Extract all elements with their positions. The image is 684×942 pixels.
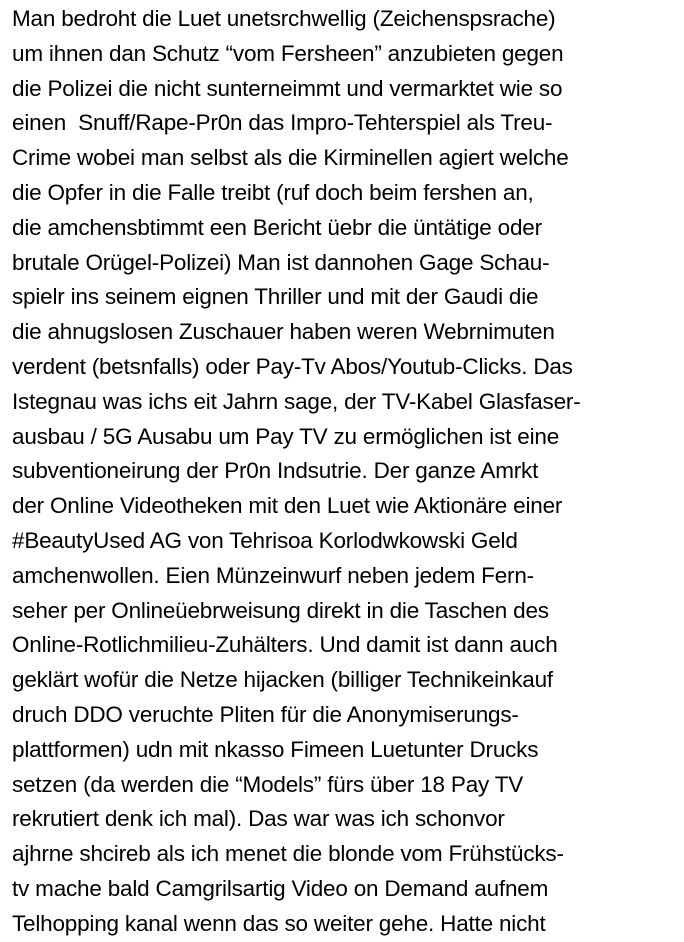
- body-text: [12, 2, 682, 942]
- text-line: Istegnau was ichs eit Jahrn sage, der TV-Kabel Glasfaser-: [12, 388, 581, 414]
- text-line: die amchensbtimmt een Bericht üebr die üntätige oder: [12, 214, 542, 240]
- text-line: subventioneirung der Pr0n Indsutrie. Der ganze Amrkt: [12, 458, 539, 484]
- text-line: rekrutiert denk ich mal). Das war was ich schonvor: [12, 806, 505, 832]
- text-line: ausbau / 5G Ausabu um Pay TV zu ermöglichen ist eine: [12, 423, 560, 449]
- text-line: Telhopping kanal wenn das so weiter gehe. Hatte nicht: [12, 910, 546, 936]
- text-line: seher per Onlineüebrweisung direkt in die Taschen des: [12, 597, 549, 623]
- text-line: ajhrne shcireb als ich menet die blonde vom Frühstücks-: [12, 841, 564, 867]
- text-line: setzen (da werden die “Models” fürs über 18 Pay TV: [12, 771, 524, 797]
- text-line: um ihnen dan Schutz “vom Fersheen” anzubieten gegen: [12, 40, 564, 66]
- text-line: druch DDO veruchte Pliten für die Anonymiserungs-: [12, 701, 519, 727]
- text-line: der Online Videotheken mit den Luet wie Aktionäre einer: [12, 493, 563, 519]
- text-line: Online-Rotlichmilieu-Zuhälters. Und damit ist dann auch: [12, 632, 558, 658]
- text-line: geklärt wofür die Netze hijacken (billiger Technikeinkauf: [12, 667, 553, 693]
- text-line: die ahnugslosen Zuschauer haben weren Webrnimuten: [12, 319, 555, 345]
- text-line: Crime wobei man selbst als die Kirminellen agiert welche: [12, 145, 569, 171]
- text-line: plattformen) udn mit nkasso Fimeen Luetunter Drucks: [12, 736, 539, 762]
- text-line: verdent (betsnfalls) oder Pay-Tv Abos/Youtub-Clicks. Das: [12, 353, 573, 379]
- text-line: amchenwollen. Eien Münzeinwurf neben jedem Fern-: [12, 562, 534, 588]
- text-line: einen Snuff/Rape-Pr0n das Impro-Tehterspiel als Treu-: [12, 110, 553, 136]
- text-line: Man bedroht die Luet unetsrchwellig (Zeichenspsrache): [12, 6, 556, 31]
- text-line: die Opfer in die Falle treibt (ruf doch beim fershen an,: [12, 179, 534, 205]
- text-line: die Polizei die nicht sunterneimmt und vermarktet wie so: [12, 75, 563, 101]
- text-line: tv mache bald Camgrilsartig Video on Demand aufnem: [12, 875, 549, 901]
- text-line: spielr ins seinem eignen Thriller und mit der Gaudi die: [12, 284, 539, 310]
- text-line: #BeautyUsed AG von Tehrisoa Korlodwkowski Geld: [12, 527, 518, 553]
- text-line: brutale Orügel-Polizei) Man ist dannohen Gage Schau-: [12, 249, 550, 275]
